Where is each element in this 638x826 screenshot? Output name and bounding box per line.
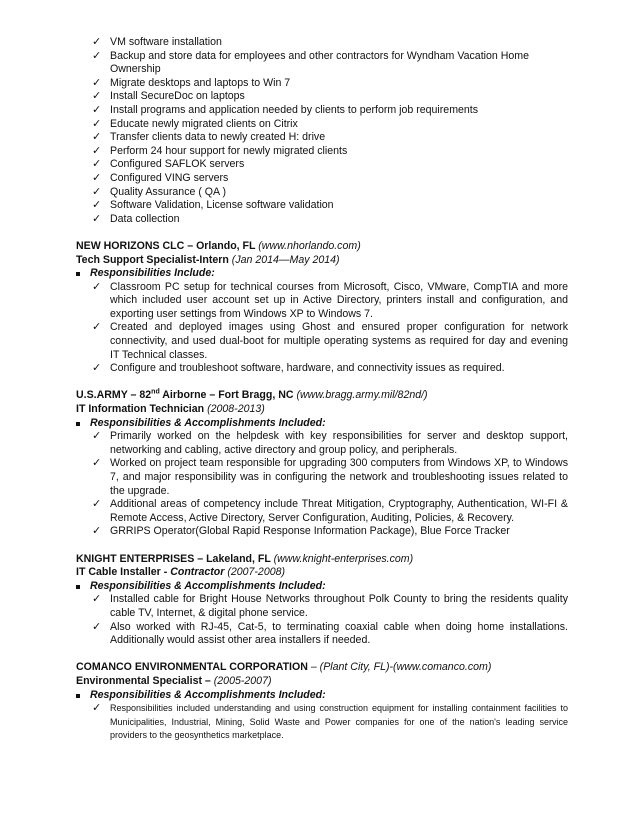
job-org: COMANCO ENVIRONMENTAL CORPORATION – (Plant City, FL)-(www.comanco.com) [76,661,492,674]
check-icon: ✓ [92,185,102,198]
list-item: ✓ Educate newly migrated clients on Citrix [92,117,298,130]
top-checklist [76,36,568,226]
job-url: (www.nhorlando.com) [258,239,361,252]
list-item: ✓ Data collection [92,212,180,225]
list-item: ✓ GRRIPS Operator(Global Rapid Response Information Package), Blue Force Tracker [92,525,510,538]
spacer [76,648,568,662]
job-org: NEW HORIZONS CLC – Orlando, FL (www.nhorlando.com) [76,239,361,252]
check-icon: ✓ [92,593,102,606]
spacer [76,539,568,553]
spacer [76,226,568,240]
check-icon: ✓ [92,158,102,171]
list-item: ✓ Created and deployed images using Ghost and ensured proper configuration for network connectivity, and used dual-boot for multiple operating systems as required for day and evening IT Technical classes. [92,321,568,361]
check-icon: ✓ [92,36,102,48]
responsibilities-heading: Responsibilities & Accomplishments Included: [76,689,568,703]
list-item: ✓ Configured VING servers [92,171,229,184]
job-us-army [76,389,568,539]
list-item: ✓ Installed cable for Bright House Networks throughout Polk County to bring the residents quality cable TV, Internet, & digital phone service. [92,593,568,619]
list-item: ✓ Transfer clients data to newly created H: drive [92,131,326,144]
list-item: ✓ Quality Assurance ( QA ) [92,185,226,198]
check-icon: ✓ [92,702,102,715]
list-item: ✓ Worked on project team responsible for upgrading 300 computers from Windows XP, to Windows 7, and major responsibility was in configuring the network and troubleshooting issues related to the upgrade. [92,457,568,497]
check-icon: ✓ [92,103,102,116]
check-icon: ✓ [92,171,102,184]
check-icon: ✓ [92,212,102,225]
job-role: IT Cable Installer - Contractor (2007-2008) [76,566,286,579]
responsibilities-heading: Responsibilities Include: [76,267,568,281]
responsibility-list [76,702,568,743]
list-item: ✓ Software Validation, License software validation [92,199,334,212]
list-item: ✓ Responsibilities included understanding and using construction equipment for installing containment facilities to Municipalities, Industrial, Mining, Solid Waste and Power companies for one of the nation's leading service providers to the geosynthetics marketplace. [92,702,568,741]
job-dates: (2008-2013) [207,403,265,416]
check-icon: ✓ [92,76,102,89]
spacer [76,376,568,390]
responsibility-list [76,281,568,376]
list-item: ✓ Also worked with RJ-45, Cat-5, to terminating coaxial cable when doing home installations. Additionally would assist other area installers if needed. [92,620,568,647]
job-url: (www.bragg.army.mil/82nd/) [296,389,428,402]
check-icon: ✓ [92,117,102,130]
list-item: ✓ Additional areas of competency include Threat Mitigation, Cryptography, Authentication, WI-FI & Remote Access, Active Directory, Server Configuration, Auditing, Policies, & Recovery. [92,498,568,524]
check-icon: ✓ [92,321,102,334]
list-item: ✓ Install programs and application needed by clients to perform job requirements [92,103,479,116]
list-item: ✓ Migrate desktops and laptops to Win 7 [92,76,291,89]
check-icon: ✓ [92,49,102,62]
check-icon: ✓ [92,362,102,375]
responsibility-list [76,593,568,647]
check-icon: ✓ [92,280,102,293]
job-url: – (Plant City, FL)-(www.comanco.com) [310,661,492,674]
job-dates: (2005-2007) [213,674,272,687]
check-icon: ✓ [92,498,102,511]
list-item: ✓ Backup and store data for employees and other contractors for Wyndham Vacation Home Ownership [92,49,529,76]
list-item: ✓ Configured SAFLOK servers [92,158,245,171]
list-item: ✓ VM software installation [92,36,222,48]
job-dates: (Jan 2014—May 2014) [231,253,340,266]
check-icon: ✓ [92,430,102,443]
check-icon: ✓ [92,457,102,470]
list-item: ✓ Install SecureDoc on laptops [92,90,245,103]
check-icon: ✓ [92,199,102,212]
job-url: (www.knight-enterprises.com) [273,552,414,565]
job-role: Environmental Specialist – (2005-2007) [76,674,272,687]
job-new-horizons [76,240,568,376]
list-item: ✓ Configure and troubleshoot software, hardware, and connectivity issues as required. [92,362,505,375]
check-icon: ✓ [92,90,102,103]
square-bullet-icon [76,272,80,276]
job-comanco [76,661,568,743]
square-bullet-icon [76,422,80,426]
square-bullet-icon [76,694,80,698]
job-org: KNIGHT ENTERPRISES – Lakeland, FL (www.knight-enterprises.com) [76,552,414,565]
job-role: IT Information Technician (2008-2013) [76,403,265,416]
list-item: ✓ Primarily worked on the helpdesk with key responsibilities for server and desktop support, networking and cabling, active directory and group policy, and peripherals. [92,430,568,456]
check-icon: ✓ [92,144,102,157]
job-org: U.S.ARMY – 82nd Airborne – Fort Bragg, NC (www.bragg.army.mil/82nd/) [76,388,428,402]
square-bullet-icon [76,585,80,589]
job-knight-enterprises [76,553,568,648]
list-item: ✓ Classroom PC setup for technical courses from Microsoft, Cisco, VMware, CompTIA and more which included user account set up in Active Directory, printers install and configuration, and exporting user settings from Windows XP to Windows 7. [92,280,568,320]
responsibilities-heading: Responsibilities & Accomplishments Included: [76,417,568,431]
responsibilities-heading: Responsibilities & Accomplishments Included: [76,580,568,594]
job-role: Tech Support Specialist-Intern (Jan 2014—May 2014) [76,253,340,266]
check-icon: ✓ [92,131,102,144]
check-icon: ✓ [92,525,102,538]
job-dates: (2007-2008) [227,566,286,579]
responsibility-list [76,430,568,539]
list-item: ✓ Perform 24 hour support for newly migrated clients [92,144,348,157]
check-icon: ✓ [92,620,102,633]
